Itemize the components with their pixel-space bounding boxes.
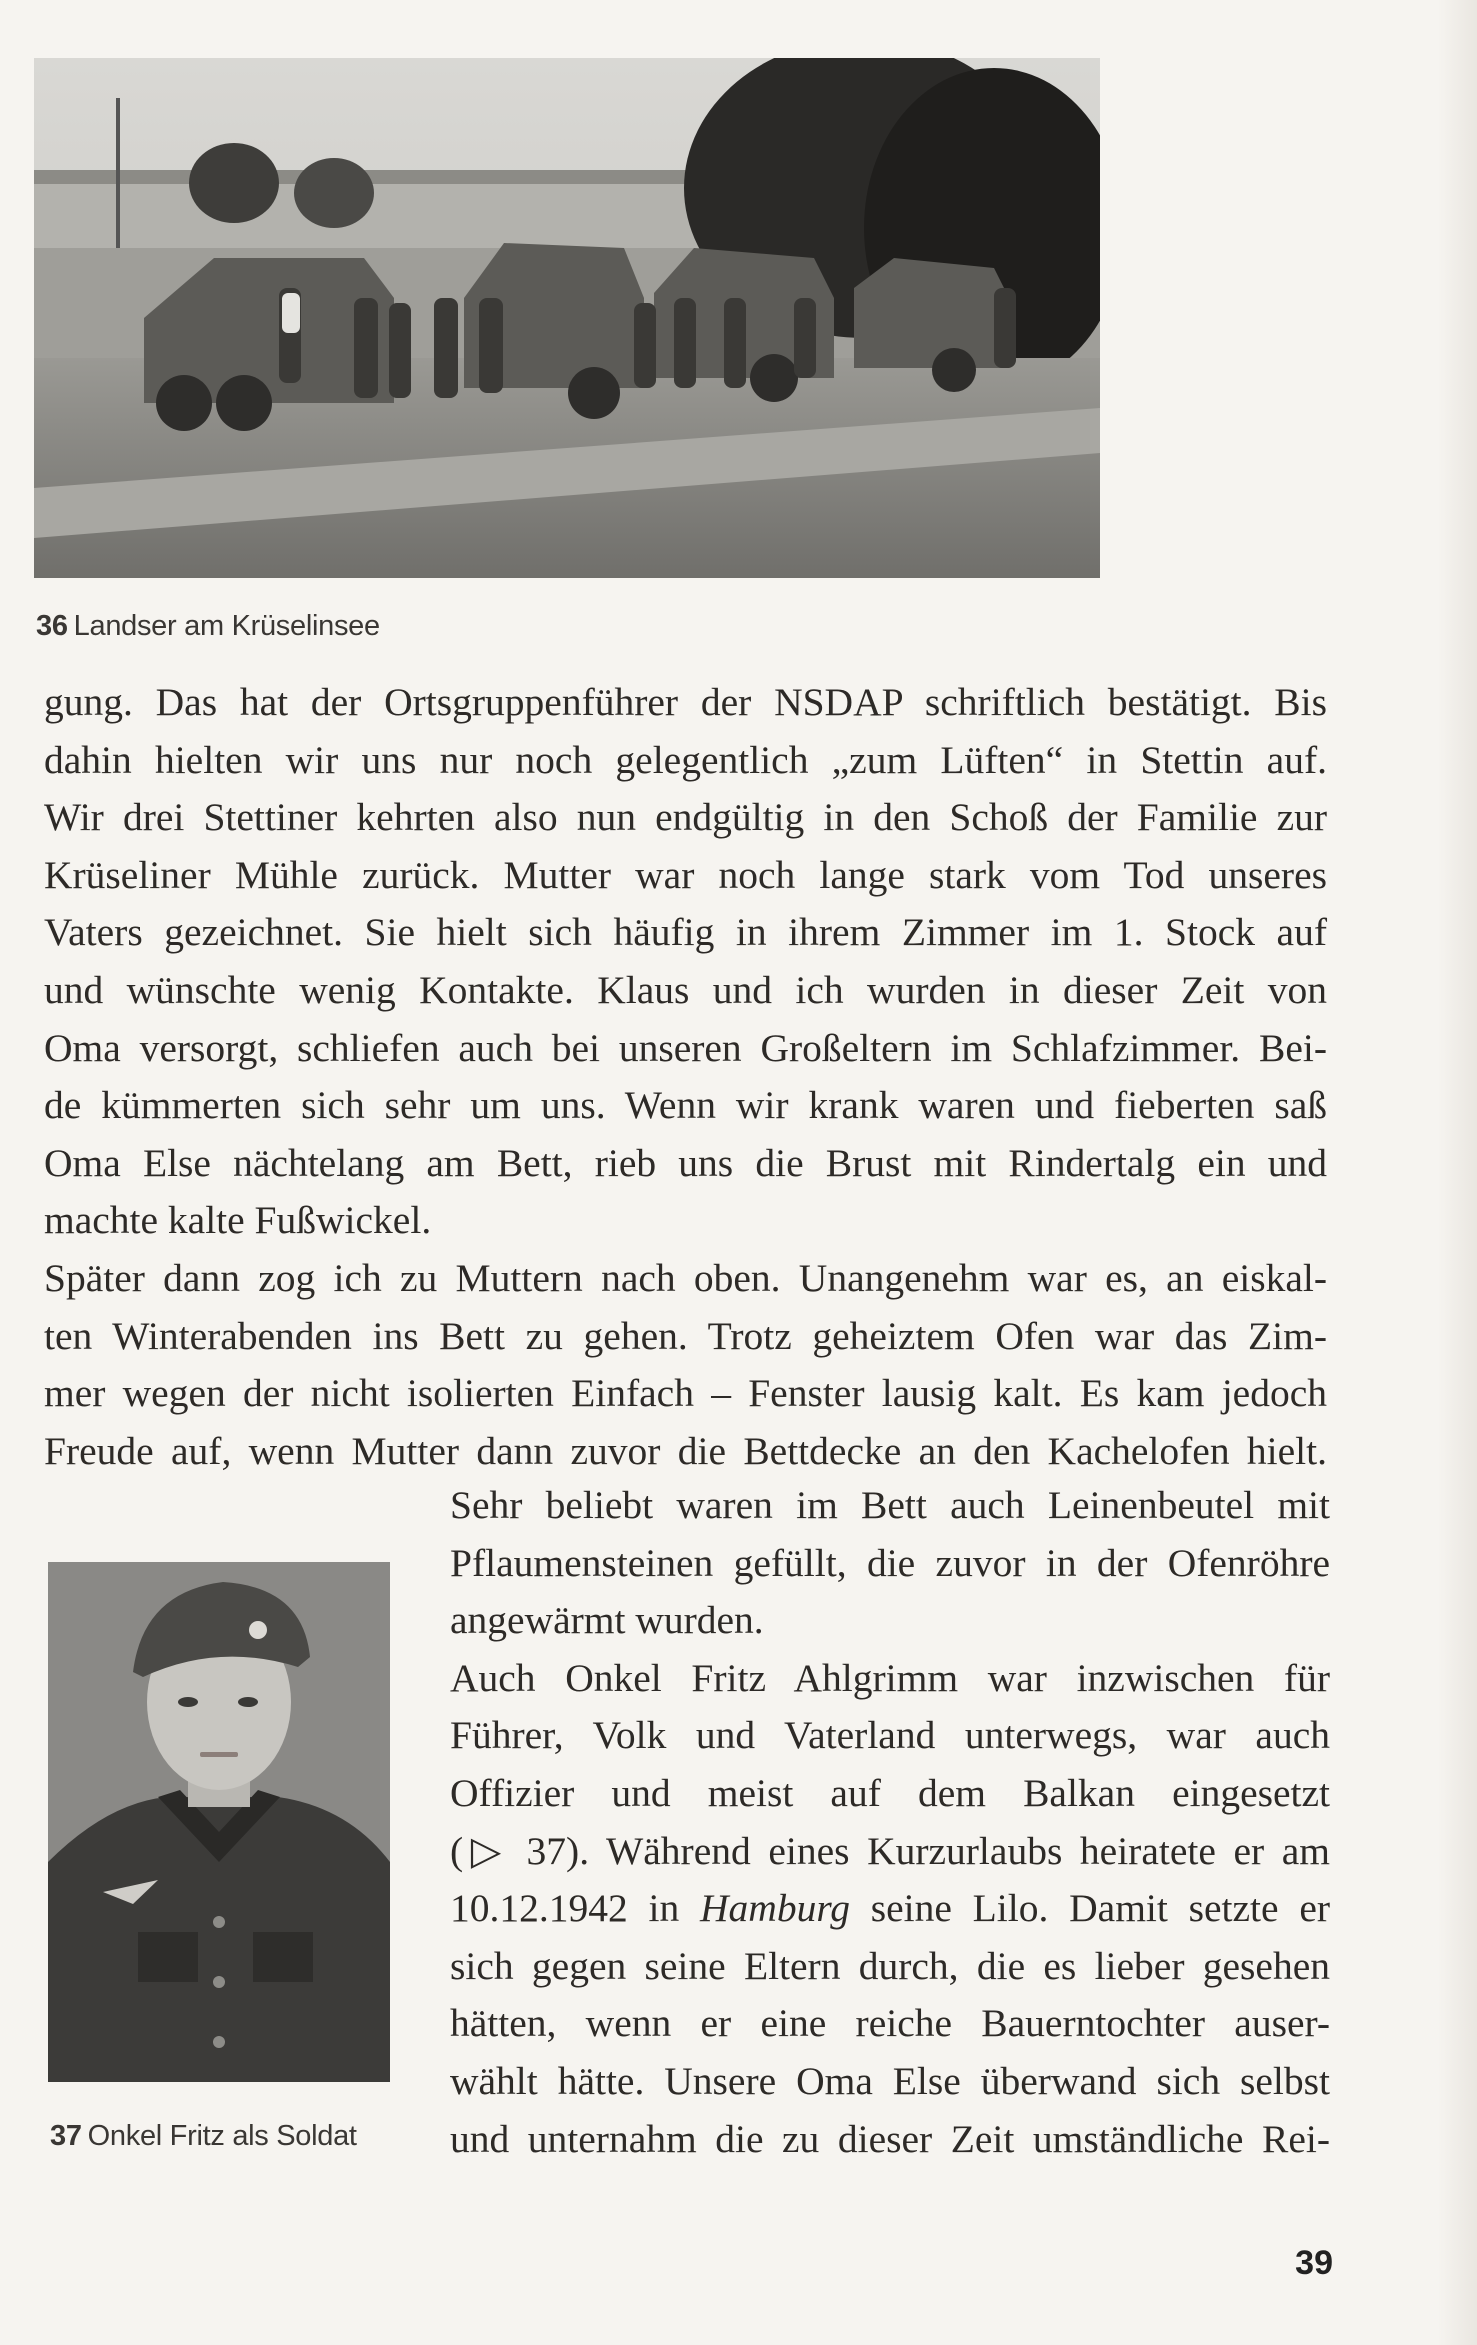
body-text-narrow-column [450,1477,1330,2168]
figure-number: 37 [50,2120,82,2152]
page-edge-shadow [1437,0,1477,2345]
text-line: dahin hielten wir uns nur noch gelegentlich „zum Lüften“ in Stettin auf. [44,737,1327,782]
figure-caption-text: Onkel Fritz als Soldat [87,2120,357,2152]
figure-caption-36 [36,610,380,643]
text-line: wählt hätte. Unsere Oma Else überwand sich selbst [450,2058,1330,2103]
place-name-italic: Hamburg [700,1886,850,1931]
text-line: Freude auf, wenn Mutter dann zuvor die Bettdecke an den Kachelofen hielt. [44,1428,1327,1473]
text-segment: seine Lilo. Damit setzte er [870,1886,1330,1931]
text-segment: 10.12.1942 in [450,1886,680,1931]
body-text-full-width [44,674,1327,1480]
text-line: hätten, wenn er eine reiche Bauerntochter auser- [450,2001,1330,2046]
text-line: Auch Onkel Fritz Ahlgrimm war inzwischen für [450,1655,1330,1700]
text-line: und unternahm die zu dieser Zeit umständliche Rei- [450,2116,1330,2161]
text-line: Offizier und meist auf dem Balkan eingesetzt [450,1770,1330,1815]
text-line: Wir drei Stettiner kehrten also nun endgültig in den Schoß der Familie zur [44,795,1327,840]
photo-landser-am-kruselinsee [34,58,1100,578]
text-line: ten Winterabenden ins Bett zu gehen. Trotz geheiztem Ofen war das Zim- [44,1313,1327,1358]
text-line: Vaters gezeichnet. Sie hielt sich häufig in ihrem Zimmer im 1. Stock auf [44,910,1327,955]
text-line: machte kalte Fußwickel. [44,1198,432,1243]
text-line: Oma Else nächtelang am Bett, rieb uns die Brust mit Rindertalg ein und [44,1140,1327,1185]
text-line: Führer, Volk und Vaterland unterwegs, war auch [450,1713,1330,1758]
text-line: de kümmerten sich sehr um uns. Wenn wir krank waren und fieberten saß [44,1083,1327,1128]
text-line: Pflaumensteinen gefüllt, die zuvor in der Ofenröhre [450,1540,1330,1585]
text-line: angewärmt wurden. [450,1598,764,1643]
text-line-with-place [450,1880,1330,1938]
text-line: (▷ 37). Während eines Kurzurlaubs heiratete er am [450,1828,1330,1873]
text-line: Krüseliner Mühle zurück. Mutter war noch lange stark vom Tod unseres [44,852,1327,897]
photo-onkel-fritz-soldat [48,1562,390,2082]
figure-caption-37 [50,2120,357,2153]
text-line: und wünschte wenig Kontakte. Klaus und ich wurden in dieser Zeit von [44,967,1327,1012]
figure-number: 36 [36,610,68,642]
text-line: Später dann zog ich zu Muttern nach oben. Unangenehm war es, an eiskal- [44,1255,1327,1300]
text-line: Oma versorgt, schliefen auch bei unseren Großeltern im Schlafzimmer. Bei- [44,1025,1327,1070]
page-number: 39 [1295,2244,1333,2282]
text-line: sich gegen seine Eltern durch, die es lieber gesehen [450,1943,1330,1988]
text-line: Sehr beliebt waren im Bett auch Leinenbeutel mit [450,1483,1330,1527]
text-line: mer wegen der nicht isolierten Einfach – Fenster lausig kalt. Es kam jedoch [44,1371,1327,1416]
figure-caption-text: Landser am Krüselinsee [73,610,380,642]
text-line: gung. Das hat der Ortsgruppenführer der NSDAP schriftlich bestätigt. Bis [44,680,1327,724]
